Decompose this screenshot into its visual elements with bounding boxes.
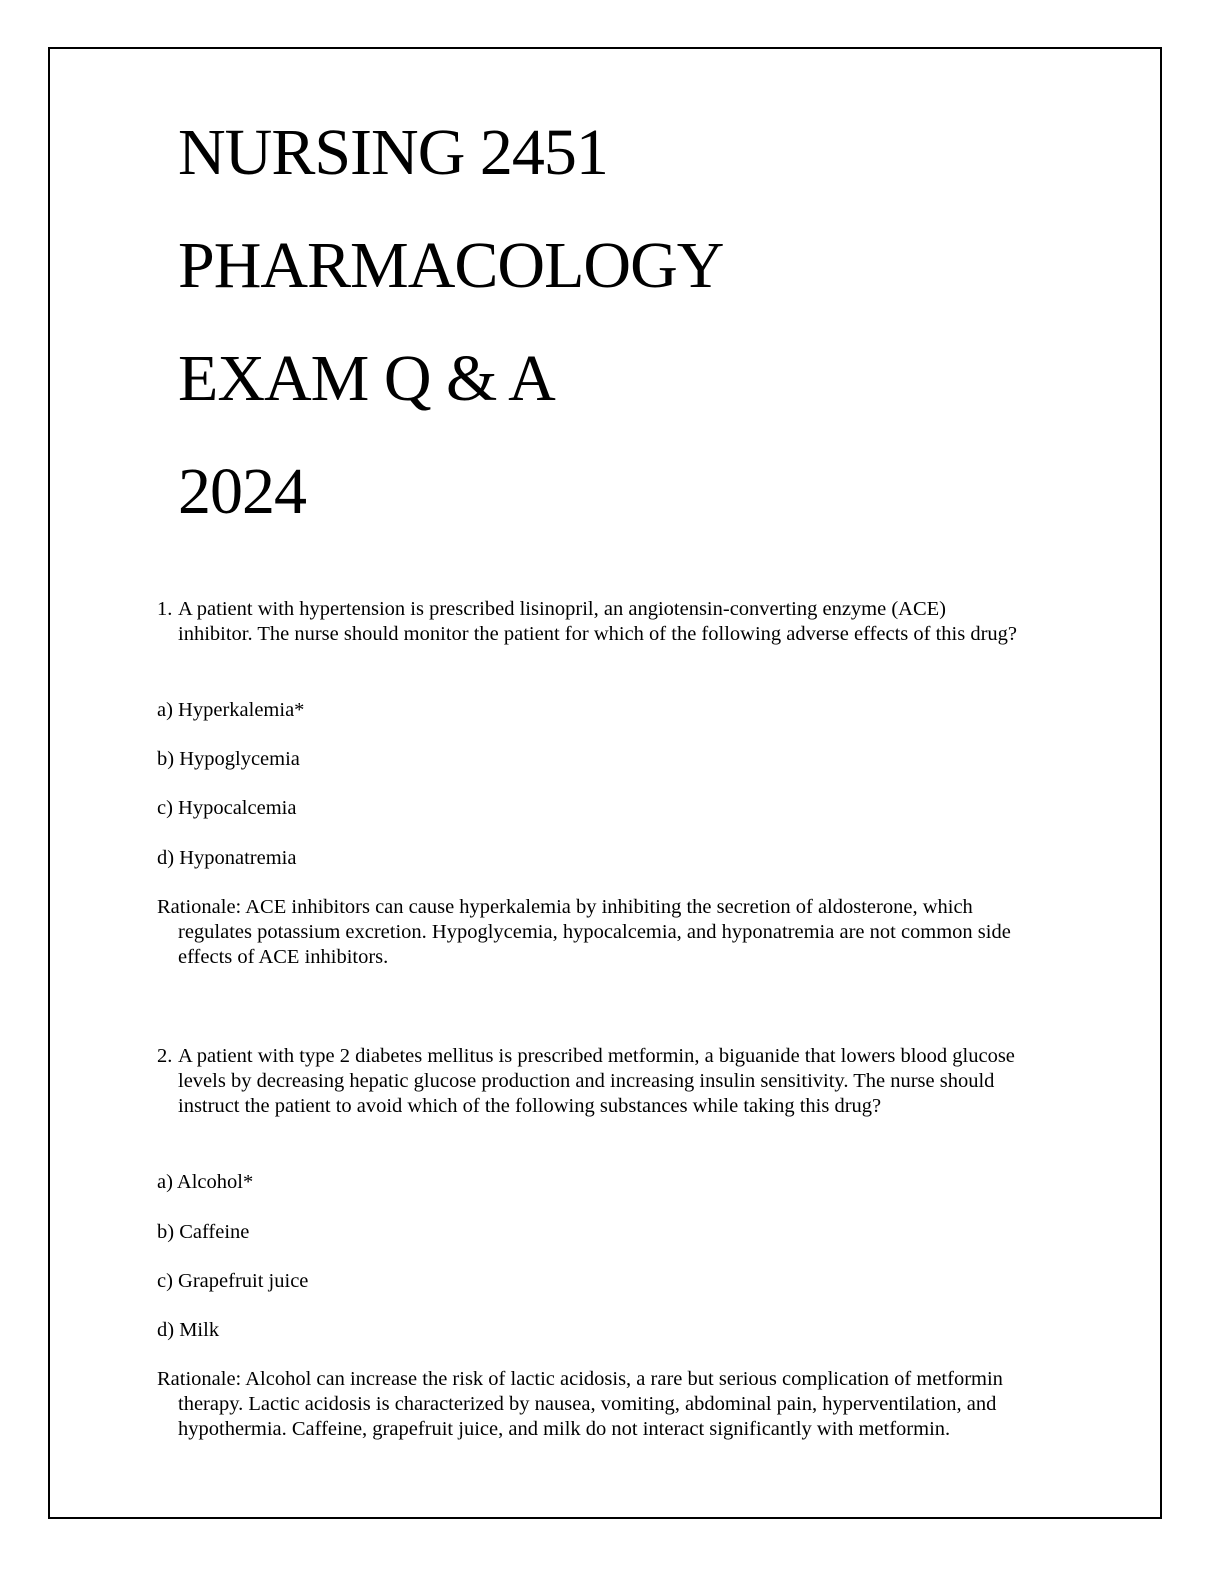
question-number: 1. — [157, 598, 173, 620]
question-1-rationale: Rationale: ACE inhibitors can cause hyperkalemia by inhibiting the secretion of aldosterone, which regulates potassium excretion. Hypoglycemia, hypocalcemia, and hyponatremia are not common side effects of ACE inhibitors. — [157, 896, 1011, 968]
question-1-option-c: c) Hypocalcemia — [157, 797, 297, 819]
question-2-option-a: a) Alcohol* — [157, 1171, 254, 1193]
question-1-option-d: d) Hyponatremia — [157, 847, 297, 869]
question-number: 2. — [157, 1045, 173, 1067]
question-2-option-c: c) Grapefruit juice — [157, 1270, 309, 1292]
document-title — [178, 96, 1078, 548]
question-1-option-a: a) Hyperkalemia* — [157, 699, 305, 721]
title-line: NURSING 2451 — [178, 116, 608, 189]
title-line: PHARMACOLOGY — [178, 229, 724, 302]
question-2-option-d: d) Milk — [157, 1319, 220, 1341]
question-2-rationale: Rationale: Alcohol can increase the risk of lactic acidosis, a rare but serious complication of metformin therapy. Lactic acidosis is characterized by nausea, vomiting, abdominal pain, hyperventilation, and hypothermia. Caffeine, grapefruit juice, and milk do not interact significantly with metformin. — [157, 1368, 1003, 1440]
question-1-option-b: b) Hypoglycemia — [157, 748, 300, 770]
question-2-stem — [157, 1044, 1018, 1119]
question-2-option-b: b) Caffeine — [157, 1221, 250, 1243]
title-line: EXAM Q & A — [178, 342, 555, 415]
question-text: A patient with hypertension is prescribed lisinopril, an angiotensin-converting enzyme (ACE) inhibitor. The nurse should monitor the patient for which of the following adverse effects of this drug? — [178, 598, 1017, 645]
question-1-stem — [157, 597, 1018, 647]
title-line: 2024 — [178, 455, 306, 528]
question-text: A patient with type 2 diabetes mellitus is prescribed metformin, a biguanide that lowers blood glucose levels by decreasing hepatic glucose production and increasing insulin sensitivity. The nurse should instruct the patient to avoid which of the following substances while taking this drug? — [178, 1045, 1015, 1117]
